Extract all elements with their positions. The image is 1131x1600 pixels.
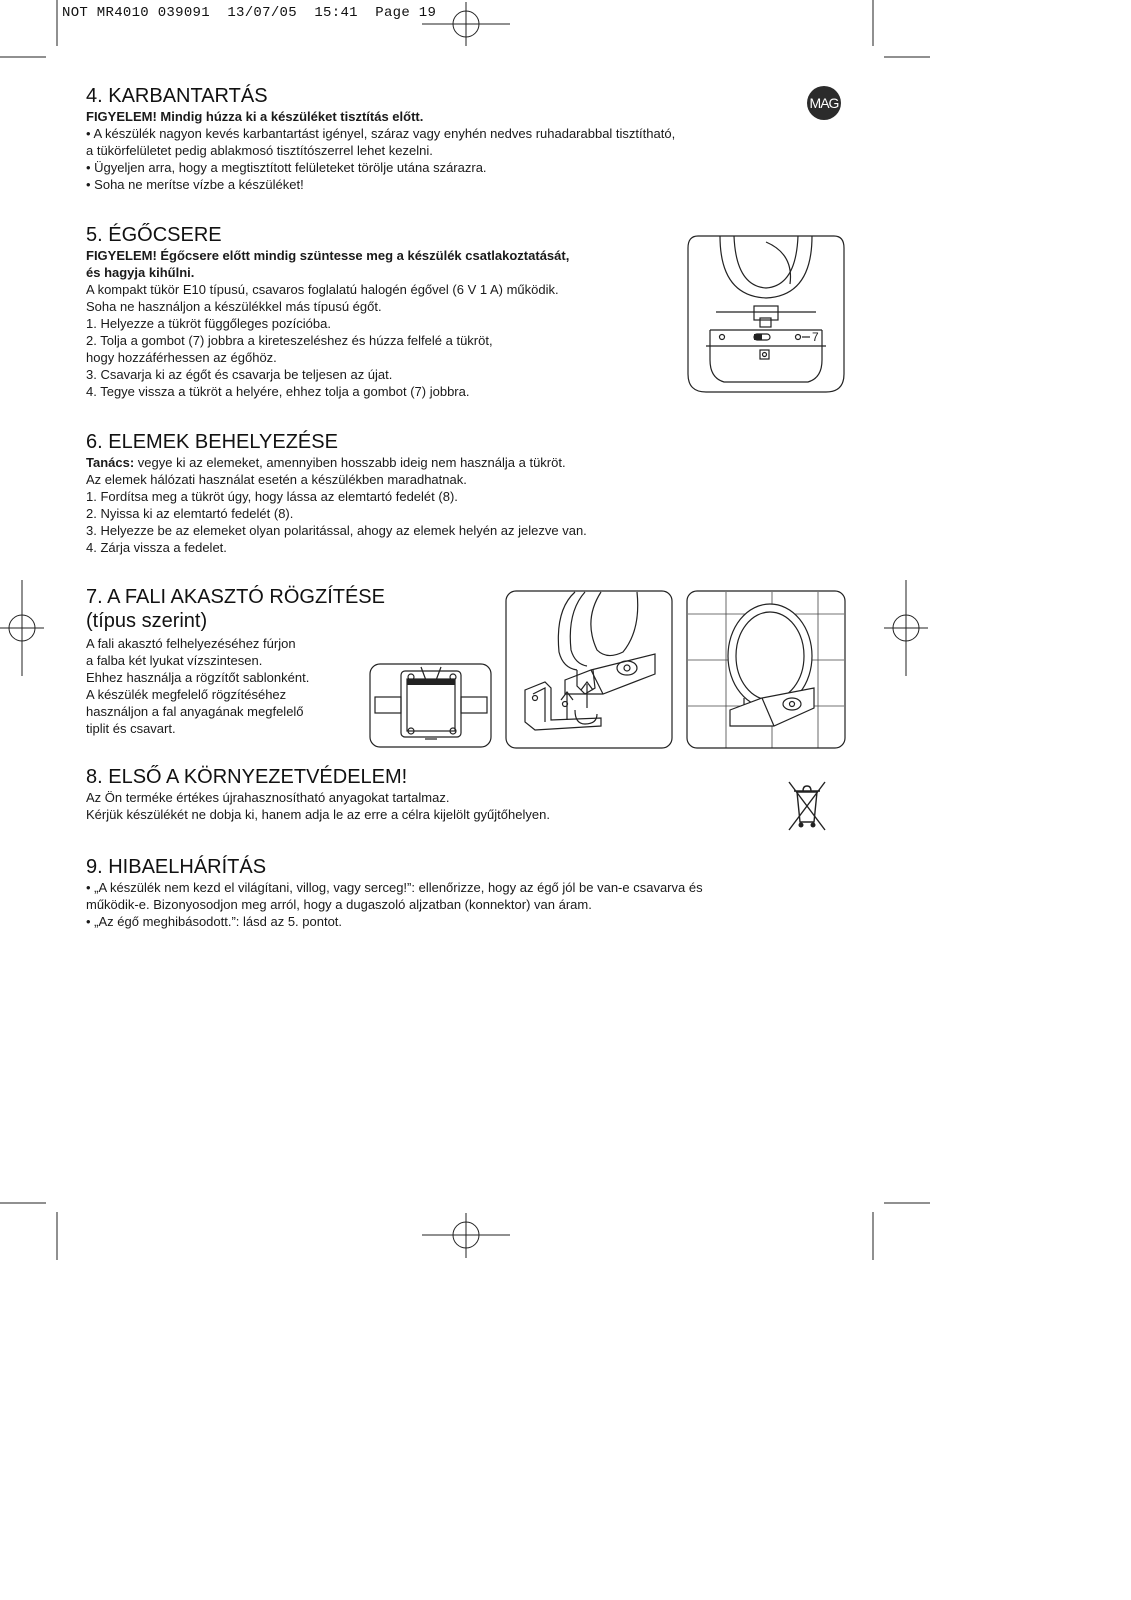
section-8-title: 8. ELSŐ A KÖRNYEZETVÉDELEM! [86, 766, 408, 788]
section-wall-bracket [86, 585, 385, 737]
section-5-line: A kompakt tükör E10 típusú, csavaros foglalatú halogén égővel (6 V 1 A) működik. [86, 282, 559, 297]
section-7-line: a falba két lyukat vízszintesen. [86, 653, 263, 668]
section-5-line: 1. Helyezze a tükröt függőleges pozícióba. [86, 316, 331, 331]
section-4-title: 4. KARBANTARTÁS [86, 85, 268, 107]
section-5-line: 3. Csavarja ki az égőt és csavarja be teljesen az újat. [86, 367, 393, 382]
section-5-title: 5. ÉGŐCSERE [86, 224, 222, 246]
section-bulb-replacement [86, 223, 569, 400]
section-maintenance [86, 84, 675, 193]
section-7-line: A fali akasztó felhelyezéséhez fúrjon [86, 636, 296, 651]
section-5-line: hogy hozzáférhessen az égőhöz. [86, 350, 277, 365]
section-4-line: • Ügyeljen arra, hogy a megtisztított felületeket törölje utána szárazra. [86, 160, 487, 175]
section-7-line: Ehhez használja a rögzítőt sablonként. [86, 670, 310, 685]
section-environment [86, 765, 550, 823]
hanging-mirror-illustration [505, 590, 673, 750]
section-4-line: • Soha ne merítse vízbe a készüléket! [86, 177, 304, 192]
section-4-warning: FIGYELEM! Mindig húzza ki a készüléket tisztítás előtt. [86, 109, 424, 124]
section-6-title: 6. ELEMEK BEHELYEZÉSE [86, 431, 338, 453]
section-4-line: a tükörfelületet pedig ablakmosó tisztítószerrel lehet kezelni. [86, 143, 433, 158]
section-7-line: tiplit és csavart. [86, 721, 176, 736]
section-6-tip-label: Tanács: [86, 455, 135, 470]
section-5-line: Soha ne használjon a készülékkel más típusú égőt. [86, 299, 382, 314]
section-9-line: • „Az égő meghibásodott.”: lásd az 5. pontot. [86, 914, 343, 929]
section-6-tip-text: vegye ki az elemeket, amennyiben hosszabb ideig nem használja a tükröt. [134, 455, 566, 470]
section-6-line: 3. Helyezze be az elemeket olyan polaritással, ahogy az elemek helyén az jelezve van. [86, 523, 587, 538]
section-8-line: Kérjük készülékét ne dobja ki, hanem adja le az erre a célra kijelölt gyűjtőhelyen. [86, 807, 550, 822]
bulb-access-illustration [686, 234, 846, 396]
section-9-line: működik-e. Bizonyosodjon meg arról, hogy a dugaszoló aljzatban (konnektor) van áram. [86, 897, 592, 912]
section-7-line: használjon a fal anyagának megfelelő [86, 704, 304, 719]
section-6-line: 2. Nyissa ki az elemtartó fedelét (8). [86, 506, 294, 521]
section-6-line: Az elemek hálózati használat esetén a készülékben maradhatnak. [86, 472, 467, 487]
mounted-mirror-illustration [686, 590, 846, 750]
section-6-line: 4. Zárja vissza a fedelet. [86, 540, 227, 555]
section-9-title: 9. HIBAELHÁRÍTÁS [86, 856, 267, 878]
section-5-warning-2: és hagyja kihűlni. [86, 265, 195, 280]
section-8-line: Az Ön terméke értékes újrahasznosítható anyagokat tartalmaz. [86, 790, 450, 805]
section-7-line: A készülék megfelelő rögzítéséhez [86, 687, 287, 702]
section-batteries [86, 430, 587, 556]
section-9-line: • „A készülék nem kezd el világítani, villog, vagy serceg!”: ellenőrizze, hogy az égő jól be van-e csavarva és [86, 880, 703, 895]
section-6-line: 1. Fordítsa meg a tükröt úgy, hogy lássa az elemtartó fedelét (8). [86, 489, 458, 504]
button-7-callout: 7 [812, 330, 819, 344]
bracket-template-illustration [369, 663, 493, 749]
section-5-line: 2. Tolja a gombot (7) jobbra a kireteszeléshez és húzza felfelé a tükröt, [86, 333, 493, 348]
section-5-warning-1: FIGYELEM! Égőcsere előtt mindig szüntesse meg a készülék csatlakoztatását, [86, 248, 570, 263]
section-4-line: • A készülék nagyon kevés karbantartást igényel, száraz vagy enyhén nedves ruhadarabbal tisztítható, [86, 126, 676, 141]
language-badge: MAG [807, 86, 841, 120]
section-7-subtitle: (típus szerint) [86, 610, 208, 632]
section-troubleshooting [86, 855, 703, 930]
section-7-title: 7. A FALI AKASZTÓ RÖGZÍTÉSE [86, 586, 385, 608]
section-5-line: 4. Tegye vissza a tükröt a helyére, ehhez tolja a gombot (7) jobbra. [86, 384, 470, 399]
print-slug: NOT MR4010 039091 13/07/05 15:41 Page 19 [62, 5, 437, 21]
crossed-bin-icon [783, 778, 831, 834]
